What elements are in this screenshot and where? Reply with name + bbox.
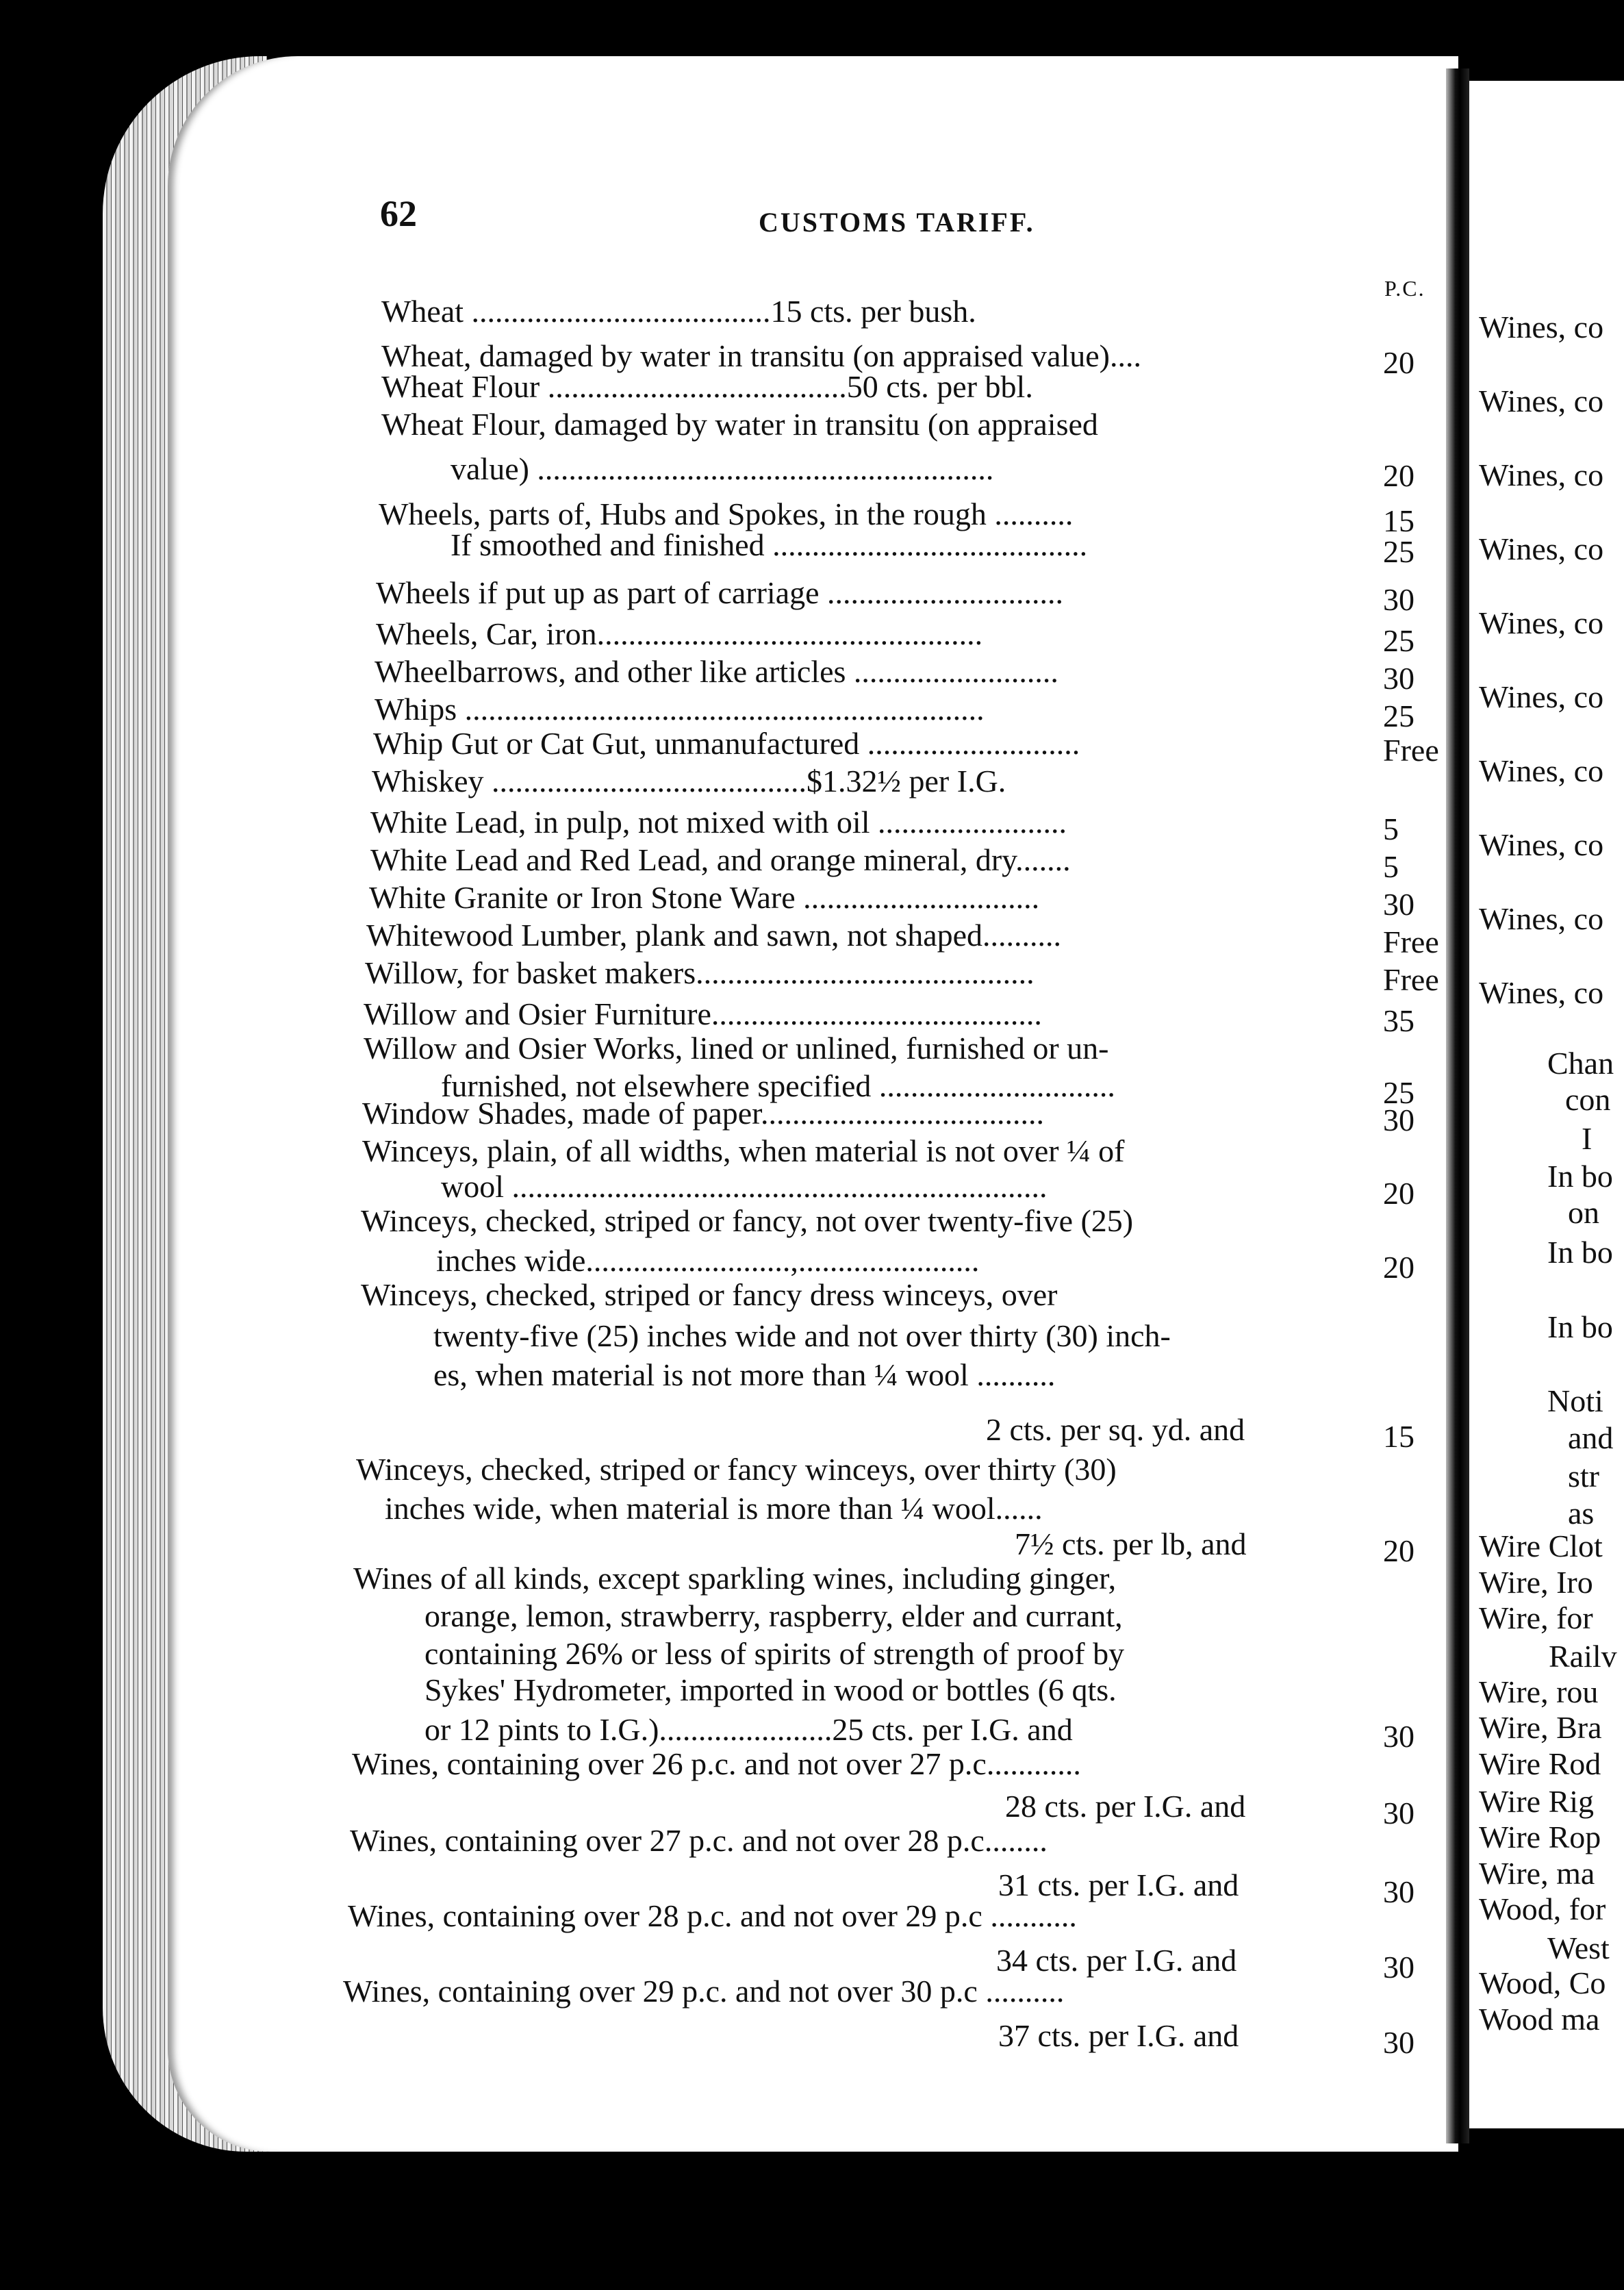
tariff-entry-text: Willow and Osier Furniture.......................................... [364, 996, 1042, 1031]
tariff-entry-text: White Granite or Iron Stone Ware .............................. [369, 880, 1040, 915]
tariff-entry-rate: 15 [1383, 503, 1414, 538]
right-page-fragment: Wines, co [1479, 827, 1604, 862]
right-page-fragment: Wines, co [1479, 753, 1604, 788]
tariff-entry-text: Whiskey ........................................$1.32½ per I.G. [372, 764, 1006, 798]
tariff-entry-text: Willow, for basket makers........................................... [365, 955, 1035, 990]
right-page-fragment: In bo [1547, 1159, 1613, 1194]
tariff-entry-text: Wheels, Car, iron................................................. [376, 616, 983, 651]
tariff-entry-rate: 20 [1383, 1176, 1414, 1211]
tariff-entry-rate: 20 [1383, 1533, 1414, 1568]
tariff-entry-text: value) .......................................................... [451, 451, 994, 486]
tariff-entry-text: 7½ cts. per lb, and [1015, 1526, 1247, 1561]
right-page-fragment: Wire, Bra [1479, 1710, 1602, 1745]
page-header-title: CUSTOMS TARIFF. [759, 207, 1035, 238]
right-page-fragment: Wire, ma [1479, 1856, 1595, 1891]
right-page-fragment: Wood, Co [1479, 1965, 1606, 2000]
tariff-entry-text: Window Shades, made of paper.................................... [362, 1096, 1044, 1131]
right-page-fragment: Wines, co [1479, 901, 1604, 936]
tariff-entry-rate: 30 [1383, 1874, 1414, 1909]
tariff-entry-rate: 20 [1383, 1250, 1414, 1285]
tariff-entry-text: Wheat Flour, damaged by water in transitu (on appraised [381, 407, 1098, 442]
tariff-entry-text: containing 26% or less of spirits of strength of proof by [424, 1636, 1125, 1671]
right-page-fragment: con [1565, 1082, 1611, 1117]
right-page-fragment: Noti [1547, 1383, 1603, 1418]
right-page-fragment: str [1568, 1459, 1599, 1494]
tariff-entry-text: Winceys, checked, striped or fancy dress winceys, over [361, 1277, 1058, 1312]
tariff-entry-text: 31 cts. per I.G. and [998, 1867, 1239, 1902]
tariff-entry-text: Whitewood Lumber, plank and sawn, not shaped.......... [366, 918, 1062, 953]
tariff-entry-text: Wheels if put up as part of carriage .............................. [376, 575, 1064, 610]
right-page-fragment: Wire Rod [1479, 1746, 1601, 1781]
right-page-fragment: Wood, for [1479, 1891, 1606, 1926]
tariff-entry-rate: 20 [1383, 345, 1414, 380]
right-page-fragment: Wire, rou [1479, 1674, 1599, 1709]
right-page-fragment: West [1547, 1930, 1610, 1965]
right-page-fragment: and [1568, 1420, 1614, 1455]
tariff-entry-rate: 25 [1383, 1075, 1414, 1110]
right-page-fragment: Wood ma [1479, 2002, 1600, 2037]
tariff-entry-text: Wines of all kinds, except sparkling wines, including ginger, [353, 1561, 1117, 1596]
right-page-fragment: Wines, co [1479, 679, 1604, 714]
tariff-entry-text: twenty-five (25) inches wide and not over thirty (30) inch- [433, 1318, 1171, 1353]
right-page-fragment: Wines, co [1479, 531, 1604, 566]
tariff-entry-text: Winceys, plain, of all widths, when material is not over ¼ of [362, 1133, 1125, 1168]
tariff-entry-rate: 15 [1383, 1419, 1414, 1454]
tariff-entry-text: White Lead, in pulp, not mixed with oil ........................ [370, 805, 1067, 840]
tariff-entry-text: If smoothed and finished ........................................ [451, 527, 1088, 562]
tariff-entry-text: furnished, not elsewhere specified .............................. [441, 1068, 1115, 1103]
tariff-entry-rate: 20 [1383, 458, 1414, 493]
right-page-fragment: Chan [1547, 1046, 1614, 1081]
right-page-fragment: on [1568, 1195, 1599, 1230]
right-page-fragment: Railv [1549, 1639, 1617, 1674]
tariff-entry-rate: 5 [1383, 811, 1399, 846]
book-gutter [1446, 68, 1469, 2143]
right-page-fragment: Wines, co [1479, 975, 1604, 1010]
tariff-entry-text: Wheat Flour ......................................50 cts. per bbl. [381, 369, 1033, 404]
pc-column-header: P.C. [1384, 276, 1425, 301]
tariff-entry-text: Winceys, checked, striped or fancy, not over twenty-five (25) [361, 1203, 1134, 1238]
tariff-entry-rate: Free [1383, 962, 1439, 997]
tariff-entry-text: White Lead and Red Lead, and orange mineral, dry....... [370, 842, 1071, 877]
right-page-fragment: Wire, Iro [1479, 1565, 1593, 1600]
tariff-entry-text: 34 cts. per I.G. and [996, 1943, 1237, 1978]
tariff-entry-text: inches wide, when material is more than ¼ wool...... [385, 1491, 1043, 1526]
right-page-fragment: as [1568, 1496, 1595, 1531]
tariff-entry-rate: 30 [1383, 1950, 1414, 1985]
tariff-entry-rate: 5 [1383, 849, 1399, 884]
tariff-entry-text: Wheat, damaged by water in transitu (on appraised value).... [381, 338, 1141, 373]
right-page-fragment: Wines, co [1479, 310, 1604, 344]
tariff-entry-rate: 30 [1383, 1796, 1414, 1830]
right-page-fragment: Wines, co [1479, 457, 1604, 492]
tariff-entry-text: Whips .................................................................. [375, 692, 985, 727]
tariff-entry-text: Wheelbarrows, and other like articles .......................... [375, 654, 1058, 689]
right-page-fragment: I [1582, 1121, 1593, 1156]
right-page-fragment: Wire Rig [1479, 1784, 1595, 1819]
tariff-entry-text: Wines, containing over 29 p.c. and not over 30 p.c .......... [343, 1974, 1065, 2009]
tariff-entry-rate: 30 [1383, 582, 1414, 617]
tariff-entry-text: Wheat ......................................15 cts. per bush. [381, 294, 976, 329]
right-page-fragment: Wines, co [1479, 383, 1604, 418]
tariff-entry-rate: Free [1383, 733, 1439, 768]
tariff-entry-text: or 12 pints to I.G.)......................25 cts. per I.G. and [424, 1712, 1073, 1747]
tariff-entry-rate: 30 [1383, 1719, 1414, 1754]
right-page-fragment: In bo [1547, 1235, 1613, 1270]
tariff-entry-text: Wines, containing over 28 p.c. and not over 29 p.c ........... [348, 1898, 1077, 1933]
tariff-entry-rate: 25 [1383, 699, 1414, 733]
right-page-fragment: Wire Clot [1479, 1528, 1603, 1563]
tariff-entry-text: 2 cts. per sq. yd. and [986, 1412, 1245, 1447]
tariff-entry-text: 28 cts. per I.G. and [1005, 1789, 1246, 1824]
right-page-fragment: Wines, co [1479, 605, 1604, 640]
tariff-entry-rate: 30 [1383, 887, 1414, 922]
tariff-entry-text: es, when material is not more than ¼ wool .......... [433, 1357, 1056, 1392]
tariff-entry-rate: Free [1383, 924, 1439, 959]
tariff-entry-rate: 35 [1383, 1003, 1414, 1038]
page-number: 62 [380, 193, 417, 234]
tariff-entry-rate: 30 [1383, 1103, 1414, 1137]
right-page-fragment: Wire Rop [1479, 1820, 1601, 1854]
tariff-entry-text: Wines, containing over 26 p.c. and not over 27 p.c............ [352, 1746, 1081, 1781]
tariff-entry-text: Wheels, parts of, Hubs and Spokes, in the rough .......... [379, 496, 1074, 531]
tariff-entry-text: 37 cts. per I.G. and [998, 2018, 1239, 2053]
tariff-entry-text: Wines, containing over 27 p.c. and not over 28 p.c........ [350, 1823, 1048, 1858]
right-page-fragment: Wire, for [1479, 1600, 1593, 1635]
tariff-entry-text: Sykes' Hydrometer, imported in wood or bottles (6 qts. [424, 1672, 1117, 1707]
tariff-entry-text: inches wide..........................,....................... [436, 1243, 980, 1278]
tariff-entry-text: orange, lemon, strawberry, raspberry, elder and currant, [424, 1598, 1123, 1633]
tariff-entry-rate: 25 [1383, 623, 1414, 658]
tariff-entry-rate: 30 [1383, 661, 1414, 696]
tariff-entry-text: Willow and Osier Works, lined or unlined, furnished or un- [364, 1031, 1109, 1066]
tariff-entry-text: Whip Gut or Cat Gut, unmanufactured ........................... [373, 726, 1080, 761]
tariff-entry-rate: 30 [1383, 2025, 1414, 2060]
right-page-fragment: In bo [1547, 1309, 1613, 1344]
tariff-entry-rate: 25 [1383, 534, 1414, 569]
tariff-entry-text: Winceys, checked, striped or fancy winceys, over thirty (30) [356, 1452, 1117, 1487]
tariff-entry-text: wool .................................................................... [441, 1169, 1048, 1204]
